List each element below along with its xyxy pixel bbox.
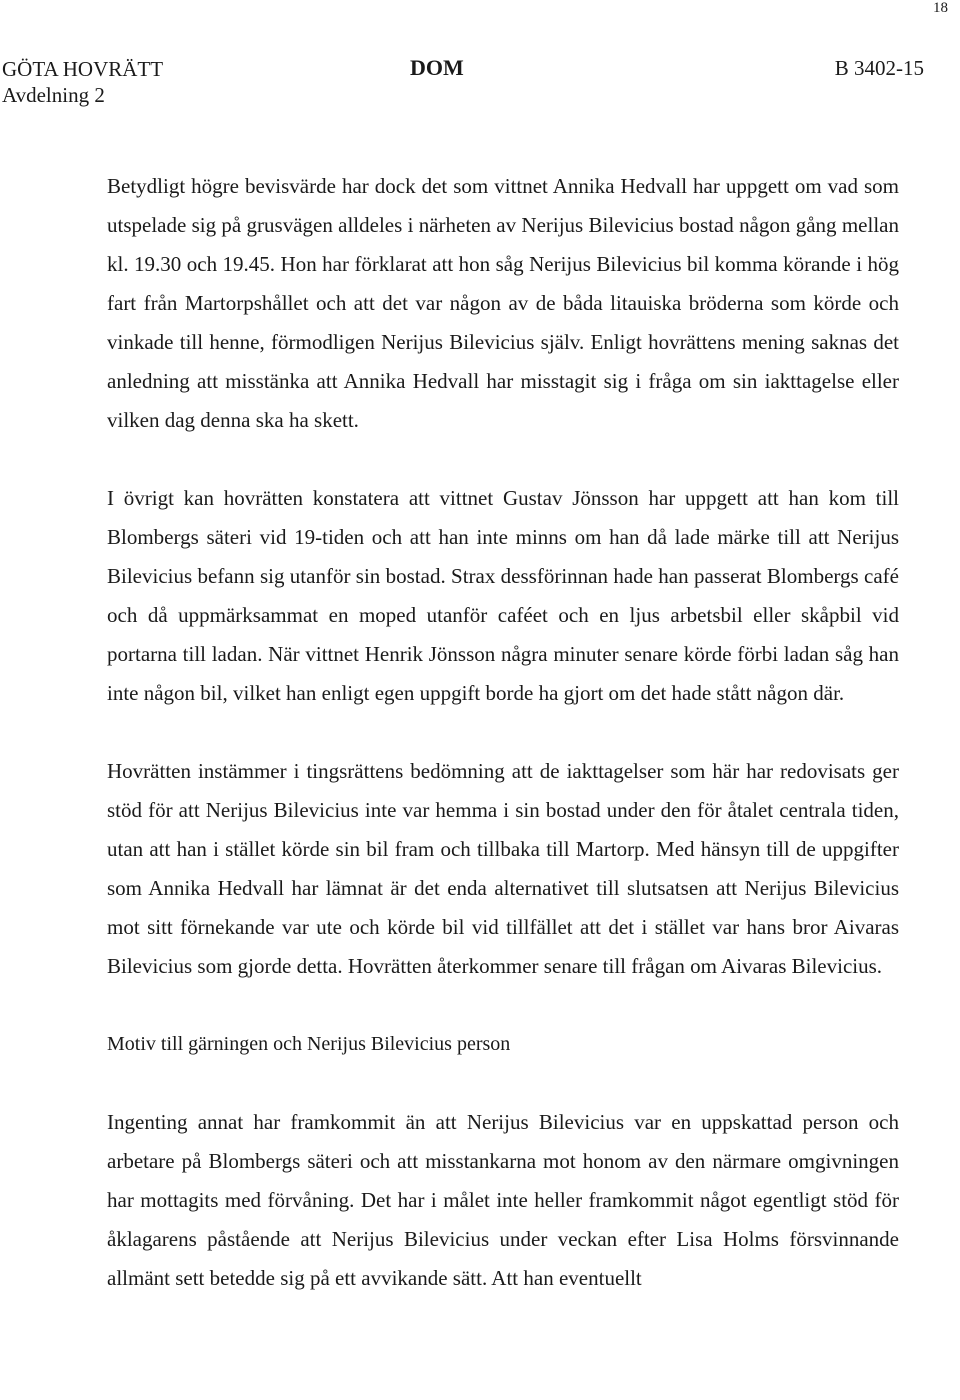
paragraph: Ingenting annat har framkommit än att Nerijus Bilevicius var en uppskattad person och arbetare på Blombergs säteri och att misstankarna mot honom av den närmare omgivningen har mottagits med förvåning. Det har i målet inte heller framkommit något egentligt stöd för åklagarens påstående att Nerijus Bilevicius under veckan efter Lisa Holms försvinnande allmänt sett betedde sig på ett avvikande sätt. Att han eventuellt <box>107 1110 899 1290</box>
court-division: Avdelning 2 <box>2 83 105 107</box>
court-name: GÖTA HOVRÄTT <box>2 57 164 81</box>
page-number: 18 <box>933 0 948 16</box>
header-court-block <box>2 56 163 108</box>
document-type: DOM <box>410 55 464 80</box>
document-body <box>107 167 899 1298</box>
section-heading: Motiv till gärningen och Nerijus Bilevicius person <box>107 1033 511 1055</box>
paragraph: Hovrätten instämmer i tingsrättens bedömning att de iakttagelser som här har redovisats ger stöd för att Nerijus Bilevicius inte var hemma i sin bostad under den för åtalet centrala tiden, utan att han i stället körde sin bil fram och tillbaka till Martorp. Med hänsyn till de uppgifter som Annika Hedvall har lämnat är det enda alternativet till slutsatsen att Nerijus Bilevicius mot sitt förnekande var ute och körde bil vid tillfället att det i stället var hans bror Aivaras Bilevicius som gjorde detta. Hovrätten återkommer senare till frågan om Aivaras Bilevicius. <box>107 759 899 978</box>
paragraph: I övrigt kan hovrätten konstatera att vittnet Gustav Jönsson har uppgett att han kom till Blombergs säteri vid 19-tiden och att han inte minns om han då lade märke till att Nerijus Bilevicius befann sig utanför sin bostad. Strax dessförinnan hade han passerat Blombergs café och då uppmärksammat en moped utanför caféet och en ljus arbetsbil eller skåpbil vid portarna till ladan. När vittnet Henrik Jönsson några minuter senare körde förbi ladan såg han inte någon bil, vilket han enligt egen uppgift borde ha gjort om det hade stått någon där. <box>107 486 899 705</box>
case-number: B 3402-15 <box>834 56 924 80</box>
paragraph: Betydligt högre bevisvärde har dock det som vittnet Annika Hedvall har uppgett om vad som utspelade sig på grusvägen alldeles i närheten av Nerijus Bilevicius bostad någon gång mellan kl. 19.30 och 19.45. Hon har förklarat att hon såg Nerijus Bilevicius bil komma körande i hög fart från Martorpshållet och att det var någon av de båda litauiska bröderna som körde och vinkade till henne, förmodligen Nerijus Bilevicius själv. Enligt hovrättens mening saknas det anledning att misstänka att Annika Hedvall har misstagit sig i fråga om sin iakttagelse eller vilken dag denna ska ha skett. <box>107 174 899 432</box>
